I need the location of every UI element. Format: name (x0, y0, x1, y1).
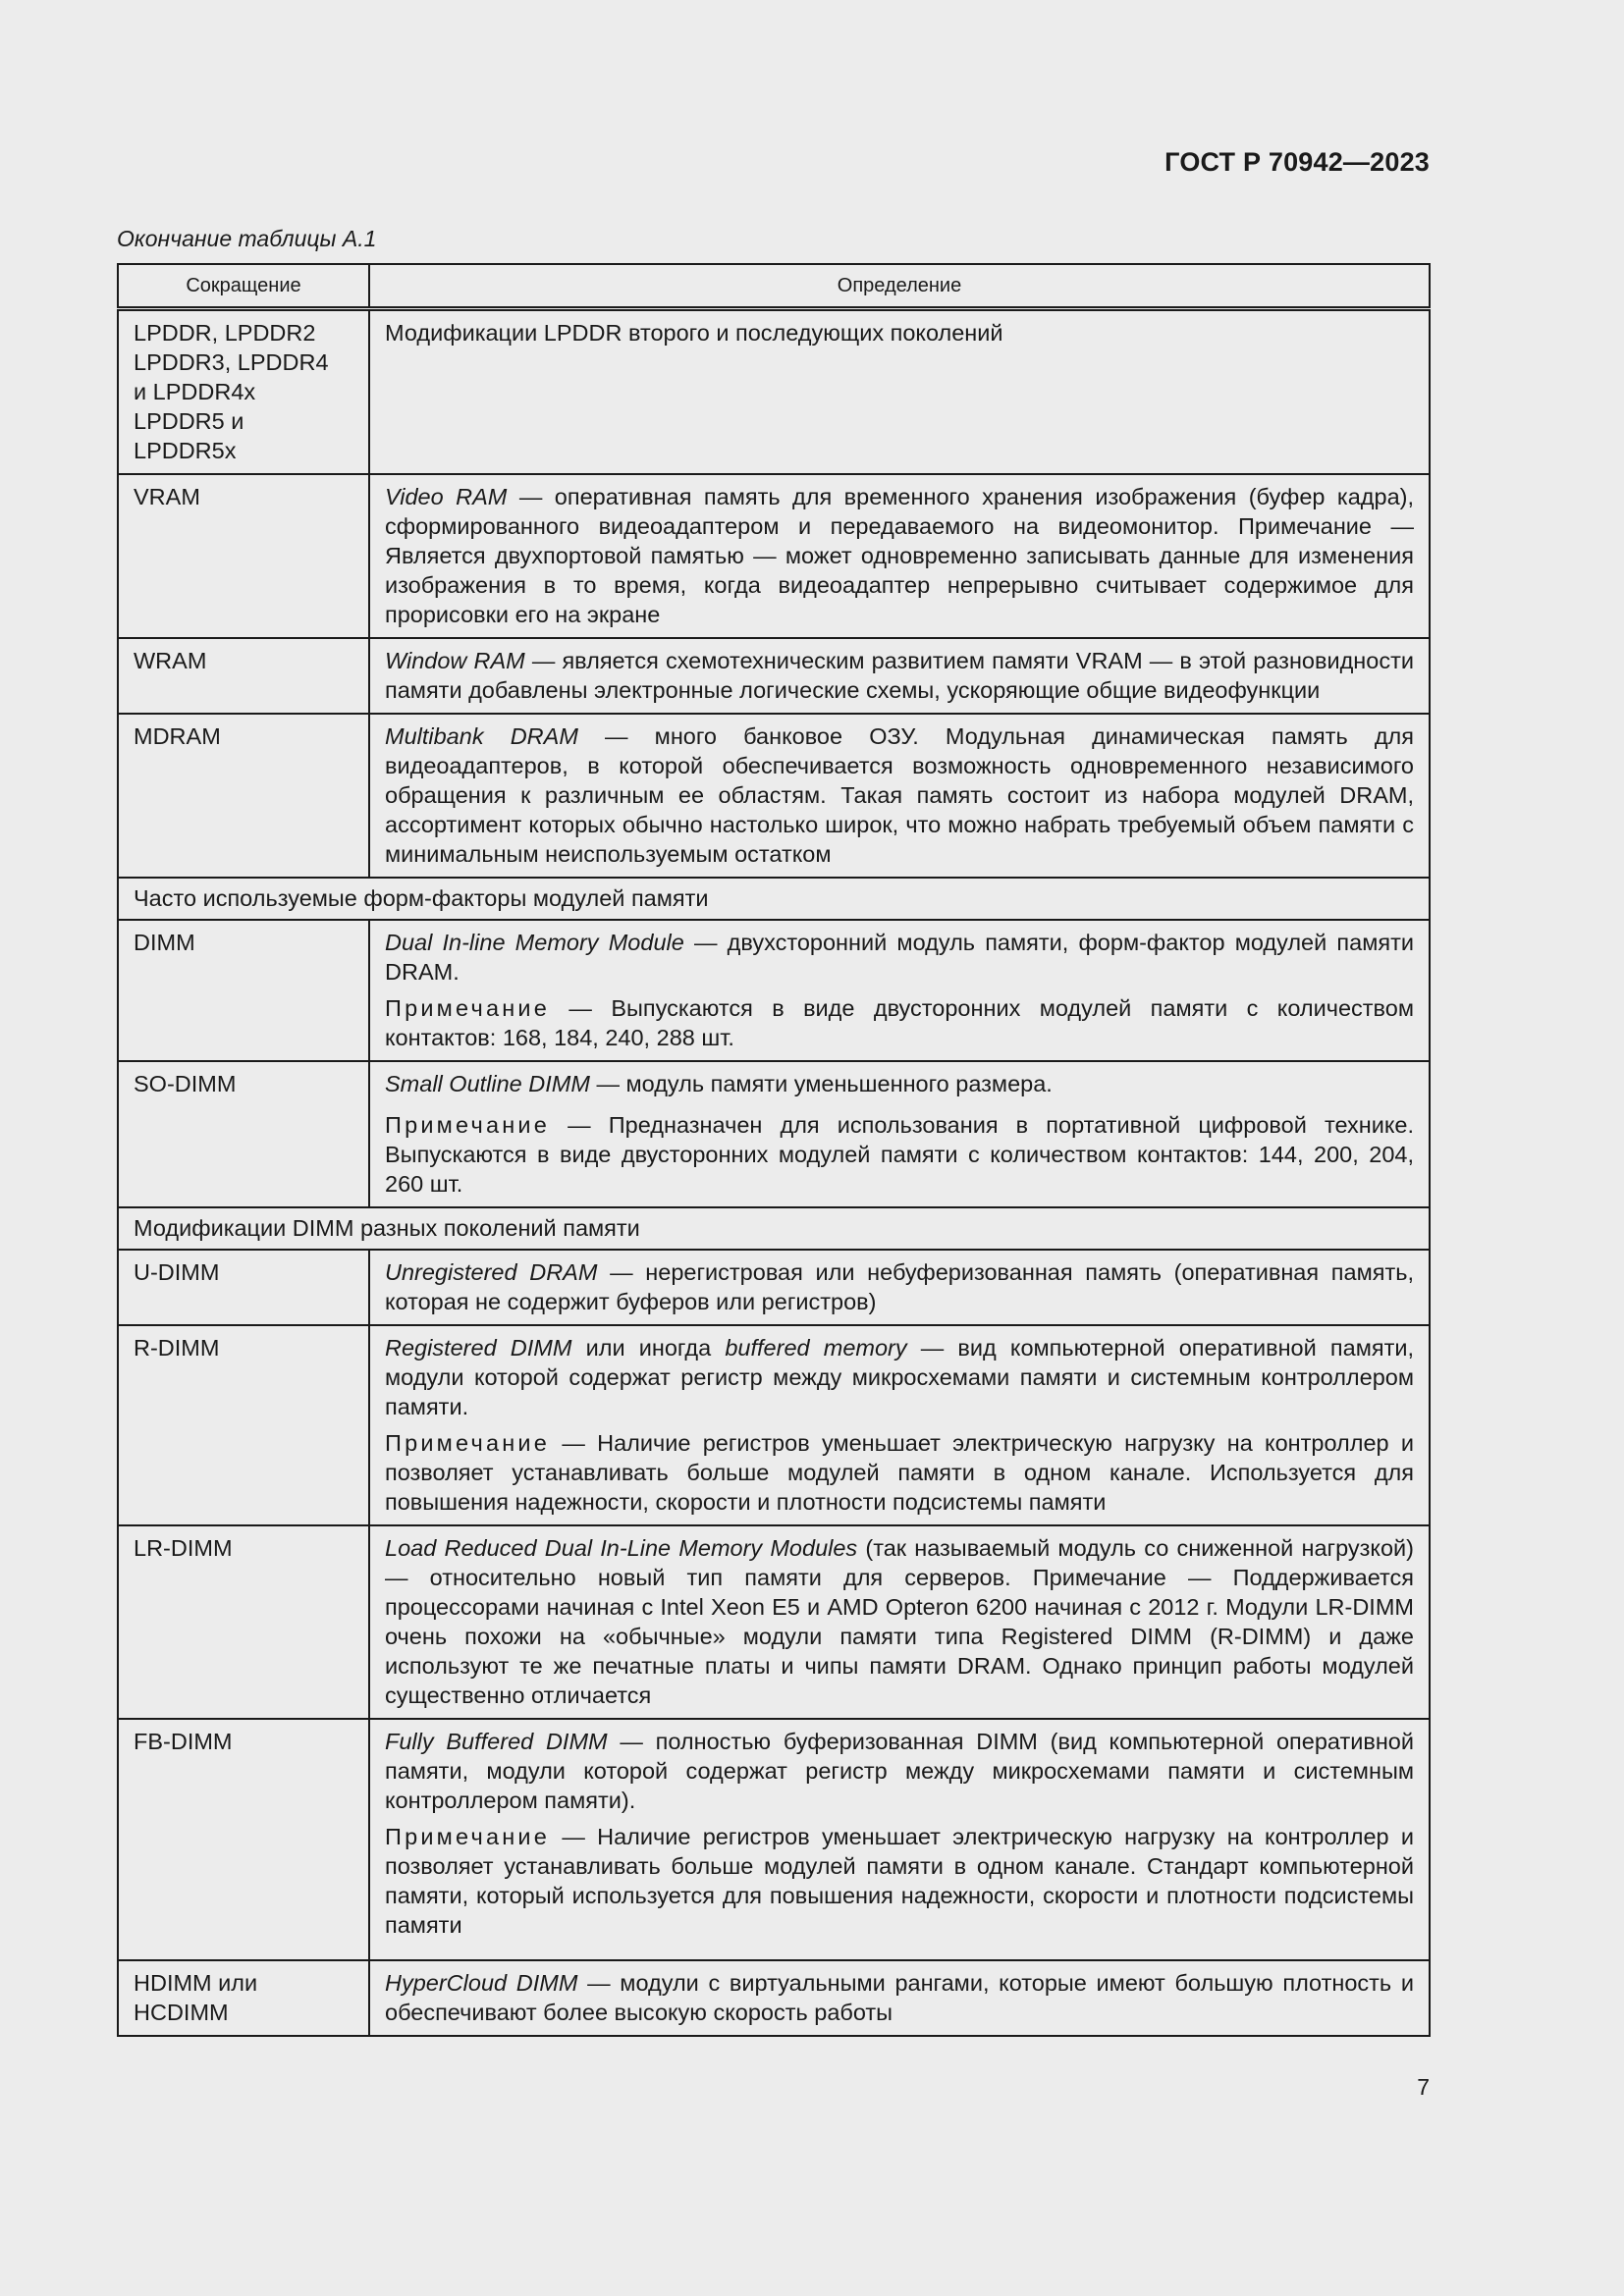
term-name: HyperCloud DIMM (385, 1970, 578, 1996)
section-heading: Модификации DIMM разных поколений памяти (118, 1207, 1430, 1250)
abbreviation-cell: MDRAM (118, 714, 369, 878)
column-header-definition: Определение (369, 264, 1430, 309)
table-row (118, 1061, 1430, 1207)
column-header-abbreviation: Сокращение (118, 264, 369, 309)
definition-cell (369, 1325, 1430, 1525)
abbreviation-cell (118, 1960, 369, 2036)
definition-text: — является схемотехническим развитием памяти VRAM — в этой разновидности памяти добавлены электронные логические схемы, ускоряющие общие видеофункции (385, 648, 1414, 703)
abbreviation-line: LPDDR3, LPDDR4 (134, 349, 329, 375)
abbreviation-cell (118, 309, 369, 475)
document-code: ГОСТ Р 70942—2023 (1164, 147, 1430, 177)
term-name: Load Reduced Dual In-Line Memory Modules (385, 1535, 858, 1561)
note-text: — Наличие регистров уменьшает электрическую нагрузку на контроллер и позволяет устанавливать больше модулей памяти в одном канале. Стандарт компьютерной памяти, который используется для повышения надежности, скорости и плотности подсистемы памяти (385, 1824, 1414, 1938)
table-header-row (118, 264, 1430, 309)
abbreviation-line: LPDDR5x (134, 438, 237, 463)
definition-text: — модуль памяти уменьшенного размера. (589, 1071, 1053, 1096)
definition-text: — нерегистровая или небуферизованная память (оперативная память, которая не содержит буферов или регистров) (385, 1259, 1415, 1314)
note-text: — Предназначен для использования в портативной цифровой технике. Выпускаются в виде двусторонних модулей памяти с количеством контактов: 144, 200, 204, 260 шт. (385, 1112, 1414, 1197)
abbreviation-cell: LR-DIMM (118, 1525, 369, 1719)
page-number: 7 (1417, 2074, 1430, 2100)
table-row (118, 309, 1430, 475)
definition-cell: Модификации LPDDR второго и последующих поколений (369, 309, 1430, 475)
term-name: Unregistered DRAM (385, 1259, 598, 1285)
table-row (118, 920, 1430, 1061)
table-caption: Окончание таблицы А.1 (117, 226, 377, 251)
note-text: — Выпускаются в виде двусторонних модулей памяти с количеством контактов: 168, 184, 240, 288 шт. (385, 995, 1414, 1050)
section-row (118, 878, 1430, 920)
note-label: Примечание (385, 1430, 551, 1456)
abbreviation-cell: VRAM (118, 474, 369, 638)
definition-cell (369, 1960, 1430, 2036)
note (385, 1110, 1414, 1199)
abbreviation-line: LPDDR5 и (134, 408, 244, 434)
table-row (118, 474, 1430, 638)
definition-text: (так называемый модуль со сниженной нагрузкой) — относительно новый тип памяти для серверов. Примечание — Поддерживается процессорами начиная с Intel Xeon E5 и AMD Opteron 6200 начиная с 2012 г. Модули LR-DIMM очень похожи на «обычные» модули памяти типа Registered DIMM (R-DIMM) и даже используют те же печатные платы и чипы памяти DRAM. Однако принцип работы модулей существенно отличается (385, 1535, 1414, 1708)
abbreviation-line: HDIMM или (134, 1970, 258, 1996)
definition-cell (369, 1525, 1430, 1719)
definition-text: — полностью буферизованная DIMM (вид компьютерной оперативной памяти, модули которой содержат регистр между микросхемами памяти и системным контроллером памяти). (385, 1729, 1414, 1813)
definition-cell (369, 474, 1430, 638)
definition-cell (369, 1061, 1430, 1207)
note-label: Примечание (385, 995, 551, 1021)
definition-cell (369, 714, 1430, 878)
abbreviation-cell: DIMM (118, 920, 369, 1061)
table-row (118, 638, 1430, 714)
term-name: Registered DIMM (385, 1335, 572, 1361)
definition-text: — оперативная память для временного хранения изображения (буфер кадра), сформированного видеоадаптером и передаваемого на видеомонитор. Примечание — Является двухпортовой памятью — может одновременно записывать данные для изменения изображения в то время, когда видеоадаптер непрерывно считывает содержимое для прорисовки его на экране (385, 484, 1414, 627)
section-heading: Часто используемые форм-факторы модулей памяти (118, 878, 1430, 920)
abbreviation-line: LPDDR, LPDDR2 (134, 320, 316, 346)
table-row (118, 714, 1430, 878)
abbreviation-cell: FB-DIMM (118, 1719, 369, 1960)
definition-text: — двухсторонний модуль памяти, форм-фактор модулей памяти DRAM. (385, 930, 1414, 985)
note (385, 993, 1414, 1052)
term-name: Multibank DRAM (385, 723, 578, 749)
note (385, 1428, 1414, 1517)
definition-text: — вид компьютерной оперативной памяти, модули которой содержат регистр между микросхемами памяти и системным контроллером памяти. (385, 1335, 1415, 1419)
note-label: Примечание (385, 1112, 551, 1138)
term-name: buffered memory (725, 1335, 907, 1361)
definition-text: или иногда (571, 1335, 726, 1361)
abbreviation-line: HCDIMM (134, 2000, 229, 2025)
definition-cell (369, 638, 1430, 714)
definition-text: — много банковое ОЗУ. Модульная динамическая память для видеоадаптеров, в которой обеспечивается возможность одновременного независимого обращения к различным ее областям. Такая память состоит из набора модулей DRAM, ассортимент которых обычно настолько широк, что можно набрать требуемый объем памяти с минимальным неиспользуемым остатком (385, 723, 1414, 867)
term-name: Video RAM (385, 484, 508, 509)
abbreviations-table (117, 263, 1431, 2037)
note (385, 1822, 1414, 1940)
abbreviation-cell: WRAM (118, 638, 369, 714)
note-label: Примечание (385, 1824, 551, 1849)
abbreviation-cell: SO-DIMM (118, 1061, 369, 1207)
table-row (118, 1250, 1430, 1325)
section-row (118, 1207, 1430, 1250)
abbreviation-cell: R-DIMM (118, 1325, 369, 1525)
definition-cell (369, 1719, 1430, 1960)
term-name: Dual In-line Memory Module (385, 930, 684, 955)
abbreviation-line: и LPDDR4x (134, 379, 256, 404)
definition-cell (369, 920, 1430, 1061)
definition-text: — модули с виртуальными рангами, которые имеют большую плотность и обеспечивают более высокую скорость работы (385, 1970, 1414, 2025)
abbreviation-cell: U-DIMM (118, 1250, 369, 1325)
term-name: Fully Buffered DIMM (385, 1729, 608, 1754)
note-text: — Наличие регистров уменьшает электрическую нагрузку на контроллер и позволяет устанавливать больше модулей памяти в одном канале. Используется для повышения надежности, скорости и плотности подсистемы памяти (385, 1430, 1414, 1515)
table-row (118, 1325, 1430, 1525)
table-row (118, 1960, 1430, 2036)
table-row (118, 1525, 1430, 1719)
table-row (118, 1719, 1430, 1960)
definition-cell (369, 1250, 1430, 1325)
term-name: Window RAM (385, 648, 525, 673)
term-name: Small Outline DIMM (385, 1071, 590, 1096)
